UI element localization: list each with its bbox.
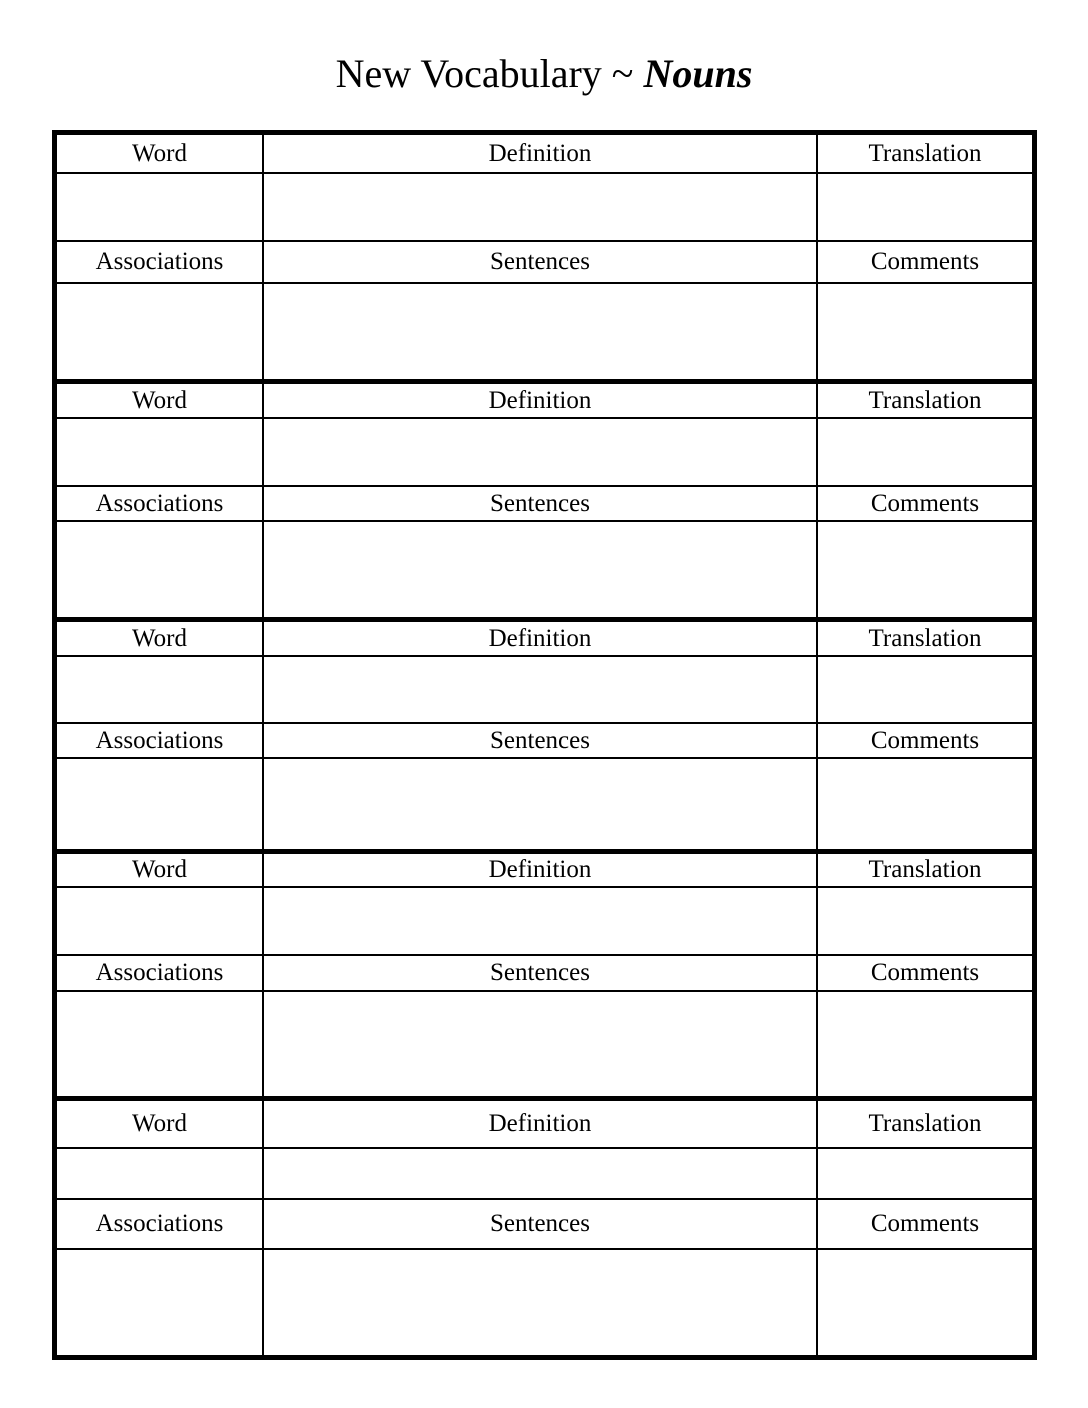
vocab-entry-5 bbox=[57, 1096, 1032, 1355]
sentences-header: Sentences bbox=[262, 956, 816, 990]
comments-header: Comments bbox=[816, 956, 1032, 990]
definition-field[interactable] bbox=[262, 657, 816, 722]
comments-field[interactable] bbox=[816, 759, 1032, 849]
detail-answer-row bbox=[57, 282, 1032, 379]
vocab-entry-4 bbox=[57, 849, 1032, 1096]
sentences-field[interactable] bbox=[262, 992, 816, 1096]
detail-answer-row bbox=[57, 757, 1032, 849]
translation-field[interactable] bbox=[816, 888, 1032, 954]
associations-header: Associations bbox=[95, 726, 224, 754]
definition-header: Definition bbox=[262, 854, 816, 886]
associations-header: Associations bbox=[95, 248, 224, 275]
word-header-row bbox=[57, 135, 1032, 172]
sentences-header: Sentences bbox=[262, 487, 816, 520]
associations-field[interactable] bbox=[57, 759, 262, 849]
word-header-row bbox=[57, 854, 1032, 886]
definition-field[interactable] bbox=[262, 419, 816, 485]
translation-header: Translation bbox=[816, 854, 1032, 886]
word-field[interactable] bbox=[57, 657, 262, 722]
sentences-field[interactable] bbox=[262, 284, 816, 379]
sentences-field[interactable] bbox=[262, 522, 816, 617]
word-answer-row bbox=[57, 1147, 1032, 1198]
translation-field[interactable] bbox=[816, 174, 1032, 240]
translation-header: Translation bbox=[816, 384, 1032, 417]
page-title bbox=[0, 50, 1088, 98]
comments-header: Comments bbox=[816, 724, 1032, 757]
vocabulary-table bbox=[52, 130, 1037, 1360]
definition-header: Definition bbox=[262, 135, 816, 172]
definition-header: Definition bbox=[262, 622, 816, 655]
detail-header-row bbox=[57, 485, 1032, 520]
comments-header: Comments bbox=[816, 487, 1032, 520]
vocab-entry-3 bbox=[57, 617, 1032, 849]
sentences-header: Sentences bbox=[262, 724, 816, 757]
associations-field[interactable] bbox=[57, 1250, 262, 1355]
associations-field[interactable] bbox=[57, 522, 262, 617]
comments-header: Comments bbox=[816, 1200, 1032, 1248]
sentences-header: Sentences bbox=[262, 1200, 816, 1248]
comments-field[interactable] bbox=[816, 1250, 1032, 1355]
translation-field[interactable] bbox=[816, 1149, 1032, 1198]
detail-answer-row bbox=[57, 990, 1032, 1096]
word-header: Word bbox=[132, 624, 187, 652]
associations-header: Associations bbox=[95, 489, 224, 517]
title-main: New Vocabulary ~ bbox=[335, 51, 644, 96]
comments-field[interactable] bbox=[816, 992, 1032, 1096]
definition-header: Definition bbox=[262, 1101, 816, 1147]
word-field[interactable] bbox=[57, 174, 262, 240]
detail-header-row bbox=[57, 240, 1032, 282]
word-answer-row bbox=[57, 886, 1032, 954]
definition-field[interactable] bbox=[262, 1149, 816, 1198]
vocab-entry-2 bbox=[57, 379, 1032, 617]
detail-answer-row bbox=[57, 520, 1032, 617]
word-header-row bbox=[57, 1101, 1032, 1147]
associations-header: Associations bbox=[95, 959, 224, 986]
vocab-entry-1 bbox=[57, 135, 1032, 379]
sentences-header: Sentences bbox=[262, 242, 816, 282]
word-header-row bbox=[57, 622, 1032, 655]
detail-header-row bbox=[57, 1198, 1032, 1248]
definition-field[interactable] bbox=[262, 888, 816, 954]
word-answer-row bbox=[57, 417, 1032, 485]
comments-field[interactable] bbox=[816, 284, 1032, 379]
word-field[interactable] bbox=[57, 419, 262, 485]
word-answer-row bbox=[57, 172, 1032, 240]
word-header-row bbox=[57, 384, 1032, 417]
associations-header: Associations bbox=[95, 1210, 224, 1237]
detail-answer-row bbox=[57, 1248, 1032, 1355]
word-header: Word bbox=[132, 1110, 187, 1137]
detail-header-row bbox=[57, 722, 1032, 757]
translation-field[interactable] bbox=[816, 419, 1032, 485]
word-header: Word bbox=[132, 386, 187, 414]
translation-header: Translation bbox=[816, 1101, 1032, 1147]
title-emphasis: Nouns bbox=[643, 51, 753, 96]
word-field[interactable] bbox=[57, 888, 262, 954]
sentences-field[interactable] bbox=[262, 1250, 816, 1355]
word-header: Word bbox=[132, 139, 187, 167]
comments-header: Comments bbox=[816, 242, 1032, 282]
word-header: Word bbox=[132, 856, 187, 883]
word-answer-row bbox=[57, 655, 1032, 722]
translation-header: Translation bbox=[816, 622, 1032, 655]
word-field[interactable] bbox=[57, 1149, 262, 1198]
associations-field[interactable] bbox=[57, 992, 262, 1096]
sentences-field[interactable] bbox=[262, 759, 816, 849]
translation-field[interactable] bbox=[816, 657, 1032, 722]
definition-field[interactable] bbox=[262, 174, 816, 240]
detail-header-row bbox=[57, 954, 1032, 990]
translation-header: Translation bbox=[816, 135, 1032, 172]
associations-field[interactable] bbox=[57, 284, 262, 379]
definition-header: Definition bbox=[262, 384, 816, 417]
comments-field[interactable] bbox=[816, 522, 1032, 617]
